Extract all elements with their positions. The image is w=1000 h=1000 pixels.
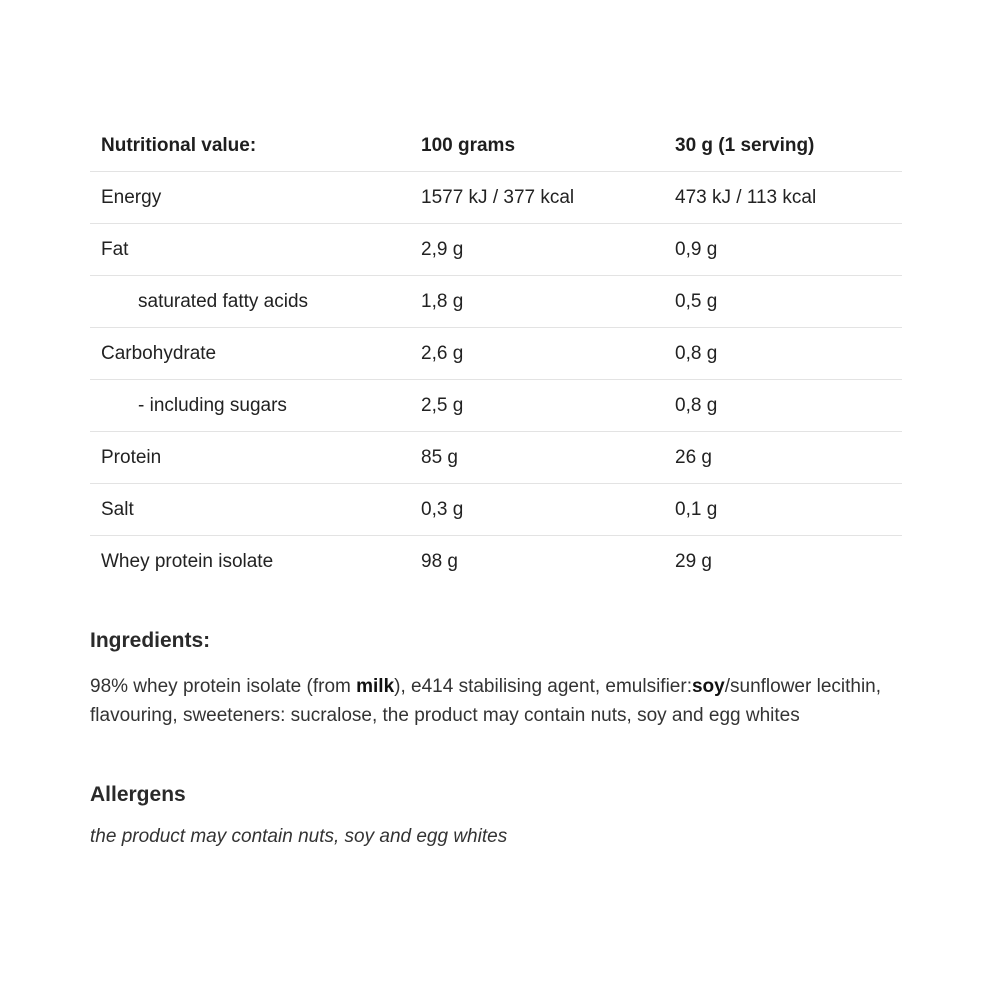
value-per-100g: 1577 kJ / 377 kcal — [410, 172, 664, 224]
value-per-serving: 0,9 g — [664, 224, 902, 276]
value-per-serving: 0,8 g — [664, 328, 902, 380]
nutrient-name: Energy — [90, 172, 410, 224]
allergens-text: the product may contain nuts, soy and egg whites — [90, 826, 508, 847]
value-per-serving: 0,1 g — [664, 484, 902, 536]
nutrient-name: - including sugars — [90, 380, 410, 432]
allergens-heading: Allergens — [90, 783, 186, 806]
table-row — [90, 328, 902, 380]
value-per-serving: 26 g — [664, 432, 902, 484]
value-per-100g: 98 g — [421, 550, 458, 572]
nutrient-name: Salt — [90, 484, 410, 536]
value-per-100g: 1,8 g — [410, 276, 664, 328]
allergen-milk: milk — [356, 676, 395, 697]
ingredients-heading: Ingredients: — [90, 629, 211, 652]
nutrient-name: Whey protein isolate — [101, 550, 274, 572]
value-per-100g: 0,3 g — [410, 484, 664, 536]
value-per-serving: 29 g — [675, 550, 712, 572]
table-row — [90, 172, 902, 224]
value-per-100g: 85 g — [410, 432, 664, 484]
value-per-100g: 2,9 g — [410, 224, 664, 276]
table-row — [90, 276, 902, 328]
value-per-serving: 473 kJ / 113 kcal — [664, 172, 902, 224]
nutrient-name: Carbohydrate — [90, 328, 410, 380]
table-row — [90, 536, 902, 588]
nutrient-name: Protein — [90, 432, 410, 484]
header-per-serving: 30 g (1 serving) — [664, 120, 902, 172]
header-per-100g: 100 grams — [410, 120, 664, 172]
nutrition-table — [90, 120, 902, 587]
nutrient-name: Fat — [90, 224, 410, 276]
value-per-100g: 2,6 g — [410, 328, 664, 380]
value-per-serving: 0,8 g — [664, 380, 902, 432]
table-header-row — [90, 120, 902, 172]
table-row — [90, 484, 902, 536]
header-nutritional-value: Nutritional value: — [90, 120, 410, 172]
value-per-serving: 0,5 g — [664, 276, 902, 328]
allergen-soy: soy — [691, 676, 725, 697]
ingredients-text-part: ), e414 stabilising agent, emulsifier: — [394, 676, 692, 697]
value-per-100g: 2,5 g — [410, 380, 664, 432]
ingredients-text — [90, 672, 890, 730]
table-row — [90, 432, 902, 484]
nutrient-name: saturated fatty acids — [90, 276, 410, 328]
table-row — [90, 380, 902, 432]
ingredients-text-part: 98% whey protein isolate (from — [90, 676, 357, 697]
ingredients-text-part: /sunflower lecithin, flavouring, sweeteners: sucralose, the product may contain nuts, soy and egg whites — [90, 676, 882, 726]
table-row — [90, 224, 902, 276]
